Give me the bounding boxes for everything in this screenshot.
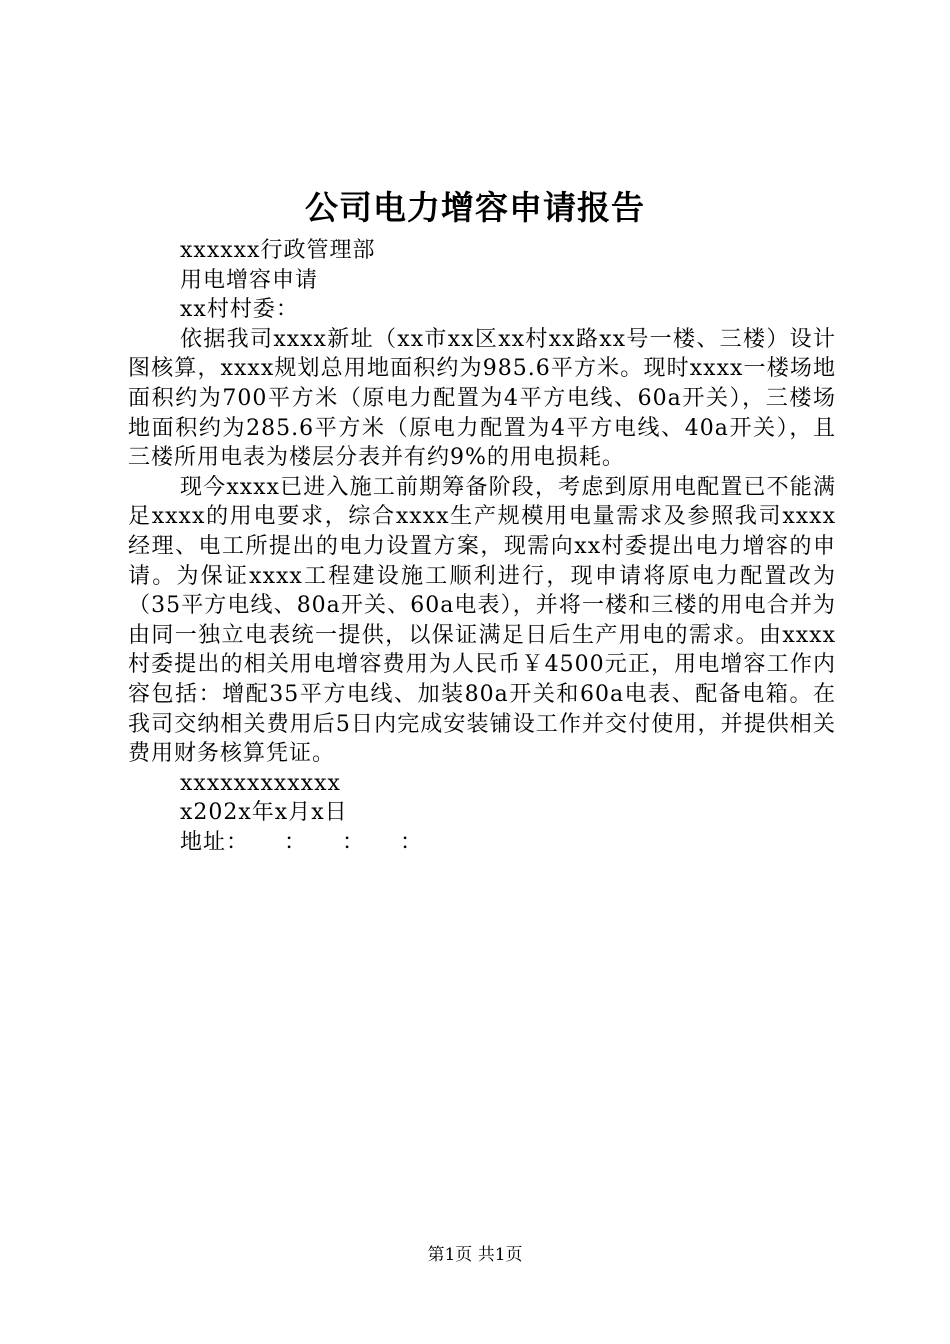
address-line: 地址： ： ： ： [180,829,424,855]
recipient-line: xx村村委： [180,297,299,323]
signature-line: xxxxxxxxxxxx [180,770,341,796]
subject-line: 用电增容申请 [180,267,319,293]
document-body [128,236,836,857]
date-line: x202x年x月x日 [180,800,348,826]
paragraph-background: 依据我司xxxx新址（xx市xx区xx村xx路xx号一楼、三楼）设计图核算，xxxx规划总用地面积约为985.6平方米。现时xxxx一楼场地面积约为700平方米（原电力配置为4平方电线、60a开关），三楼场地面积约为285.6平方米（原电力配置为4平方电线、40a开关），且三楼所用电表为楼层分表并有约9%的用电损耗。 [128,326,836,471]
document-title: 公司电力增容申请报告 [305,188,645,227]
paragraph-request: 现今xxxx已进入施工前期筹备阶段，考虑到原用电配置已不能满足xxxx的用电要求，综合xxxx生产规模用电量需求及参照我司xxxx经理、电工所提出的电力设置方案，现需向xx村委提出电力增容的申请。为保证xxxx工程建设施工顺利进行，现申请将原电力配置改为（35平方电线、80a开关、60a电表），并将一楼和三楼的用电合并为由同一独立电表统一提供，以保证满足日后生产用电的需求。由xxxx村委提出的相关用电增容费用为人民币￥4500元正，用电增容工作内容包括：增配35平方电线、加装80a开关和60a电表、配备电箱。在我司交纳相关费用后5日内完成安装铺设工作并交付使用，并提供相关费用财务核算凭证。 [128,474,836,767]
page-number-footer: 第1页 共1页 [427,1245,523,1265]
sender-department: xxxxxx行政管理部 [180,238,376,263]
